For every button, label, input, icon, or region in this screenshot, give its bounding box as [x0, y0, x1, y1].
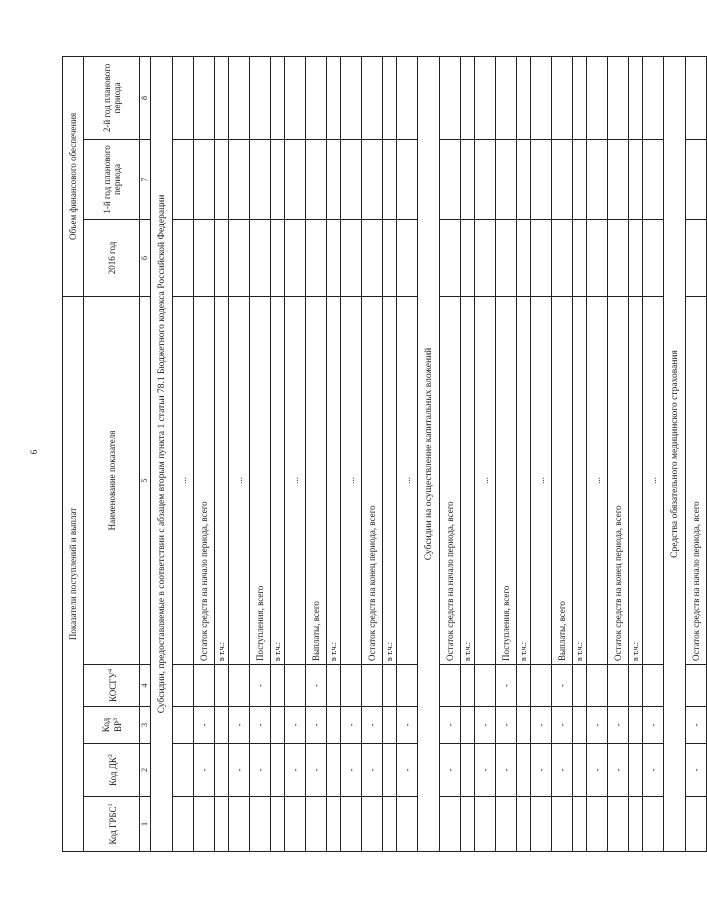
cell-dk: -	[608, 744, 629, 797]
cell-vr: -	[306, 707, 327, 744]
cell-vr	[517, 707, 531, 744]
cell-year	[397, 219, 418, 296]
cell-plan2	[327, 56, 341, 139]
cell-year	[215, 219, 229, 296]
cell-plan1	[440, 139, 461, 219]
section-title: Субсидии на осуществление капитальных вложений	[418, 56, 440, 851]
cell-plan2	[362, 56, 383, 139]
cell-grbs	[686, 797, 707, 852]
table-row	[194, 56, 215, 851]
cell-grbs	[587, 797, 608, 852]
cell-dk	[173, 744, 194, 797]
table-row	[215, 56, 229, 851]
cell-vr: -	[531, 707, 552, 744]
cell-name: Остаток средств на начало периода, всего	[194, 296, 215, 664]
cell-kosgu	[587, 665, 608, 707]
cell-year	[306, 219, 327, 296]
cell-plan2	[552, 56, 573, 139]
cell-kosgu: -	[552, 665, 573, 707]
table-row	[517, 56, 531, 851]
cell-dk: -	[531, 744, 552, 797]
header-col-kosgu: КОСГУ$^4$	[84, 665, 140, 707]
cell-plan1	[285, 139, 306, 219]
cell-plan1	[383, 139, 397, 219]
cell-kosgu	[194, 665, 215, 707]
header-col-plan2: 2-й год планового периода	[84, 56, 140, 139]
cell-dk: -	[250, 744, 271, 797]
cell-plan2	[397, 56, 418, 139]
cell-year	[250, 219, 271, 296]
table-row	[608, 56, 629, 851]
cell-vr: -	[194, 707, 215, 744]
column-number: 1	[140, 797, 151, 852]
column-number: 2	[140, 744, 151, 797]
table-row	[383, 56, 397, 851]
cell-vr: -	[686, 707, 707, 744]
cell-name: Остаток средств на начало периода, всего	[686, 296, 707, 664]
cell-dk: -	[285, 744, 306, 797]
cell-vr: -	[643, 707, 664, 744]
table-row	[271, 56, 285, 851]
cell-plan1	[587, 139, 608, 219]
cell-plan1	[461, 139, 475, 219]
cell-grbs	[552, 797, 573, 852]
cell-grbs	[285, 797, 306, 852]
cell-grbs	[327, 797, 341, 852]
cell-grbs	[608, 797, 629, 852]
cell-dk	[271, 744, 285, 797]
table-row	[475, 56, 496, 851]
cell-name: в т.ч.:	[215, 296, 229, 664]
header-group-row	[63, 56, 84, 851]
cell-plan1	[686, 139, 707, 219]
cell-kosgu	[327, 665, 341, 707]
cell-year	[327, 219, 341, 296]
cell-plan2	[587, 56, 608, 139]
cell-vr	[383, 707, 397, 744]
cell-kosgu	[440, 665, 461, 707]
cell-dk: -	[306, 744, 327, 797]
cell-plan2	[306, 56, 327, 139]
cell-dk: -	[643, 744, 664, 797]
table-row	[552, 56, 573, 851]
cell-year	[517, 219, 531, 296]
cell-grbs	[397, 797, 418, 852]
section-title-row	[418, 56, 440, 851]
cell-year	[383, 219, 397, 296]
cell-name: ...	[285, 296, 306, 664]
table-row	[362, 56, 383, 851]
section-title: Средства обязательного медицинского страхования	[664, 56, 686, 851]
cell-vr	[271, 707, 285, 744]
cell-vr: -	[250, 707, 271, 744]
cell-plan1	[173, 139, 194, 219]
header-columns-row	[84, 56, 140, 851]
cell-dk	[461, 744, 475, 797]
cell-kosgu	[573, 665, 587, 707]
cell-vr: -	[608, 707, 629, 744]
cell-dk: -	[587, 744, 608, 797]
table-row	[531, 56, 552, 851]
cell-vr: -	[440, 707, 461, 744]
cell-name: ...	[341, 296, 362, 664]
table-row	[643, 56, 664, 851]
cell-plan1	[362, 139, 383, 219]
column-number: 3	[140, 707, 151, 744]
cell-vr	[327, 707, 341, 744]
cell-kosgu	[271, 665, 285, 707]
cell-name: ...	[475, 296, 496, 664]
cell-vr: -	[587, 707, 608, 744]
table-row	[327, 56, 341, 851]
cell-plan1	[229, 139, 250, 219]
cell-plan2	[229, 56, 250, 139]
cell-year	[643, 219, 664, 296]
cell-name: в т.ч.:	[517, 296, 531, 664]
header-col-year: 2016 год	[84, 219, 140, 296]
cell-grbs	[383, 797, 397, 852]
cell-grbs	[271, 797, 285, 852]
table-row	[285, 56, 306, 851]
cell-plan1	[194, 139, 215, 219]
cell-plan1	[496, 139, 517, 219]
table-row	[587, 56, 608, 851]
column-number: 5	[140, 296, 151, 664]
cell-year	[475, 219, 496, 296]
cell-name: ...	[531, 296, 552, 664]
cell-dk: -	[397, 744, 418, 797]
cell-year	[173, 219, 194, 296]
cell-year	[573, 219, 587, 296]
cell-kosgu: -	[496, 665, 517, 707]
cell-name: в т.ч.:	[327, 296, 341, 664]
cell-name: ...	[643, 296, 664, 664]
cell-kosgu	[285, 665, 306, 707]
cell-vr	[573, 707, 587, 744]
cell-vr	[629, 707, 643, 744]
cell-plan2	[629, 56, 643, 139]
cell-name: ...	[229, 296, 250, 664]
cell-plan1	[306, 139, 327, 219]
cell-plan1	[608, 139, 629, 219]
table-row	[229, 56, 250, 851]
cell-plan2	[194, 56, 215, 139]
cell-grbs	[173, 797, 194, 852]
table-row	[306, 56, 327, 851]
table-row	[341, 56, 362, 851]
column-numbers-row	[140, 56, 151, 851]
page-number: 6	[29, 449, 39, 455]
cell-plan1	[250, 139, 271, 219]
header-col-vr: Код $ВР^3$	[84, 707, 140, 744]
cell-plan1	[531, 139, 552, 219]
cell-kosgu	[397, 665, 418, 707]
cell-plan1	[517, 139, 531, 219]
rotated-table-container	[62, 57, 701, 852]
header-col-name: Наименование показателя	[84, 296, 140, 664]
cell-plan1	[271, 139, 285, 219]
cell-name: в т.ч.:	[383, 296, 397, 664]
cell-name: Выплаты, всего	[552, 296, 573, 664]
cell-grbs	[306, 797, 327, 852]
cell-plan2	[173, 56, 194, 139]
cell-kosgu	[608, 665, 629, 707]
cell-grbs	[229, 797, 250, 852]
cell-dk: -	[552, 744, 573, 797]
cell-plan2	[271, 56, 285, 139]
cell-year	[194, 219, 215, 296]
cell-year	[531, 219, 552, 296]
cell-plan2	[285, 56, 306, 139]
table-row	[250, 56, 271, 851]
cell-kosgu	[341, 665, 362, 707]
cell-year	[587, 219, 608, 296]
cell-name: в т.ч.:	[461, 296, 475, 664]
cell-dk: -	[341, 744, 362, 797]
cell-kosgu	[461, 665, 475, 707]
header-col-dk: Код $ДК^2$	[84, 744, 140, 797]
cell-kosgu	[475, 665, 496, 707]
cell-year	[362, 219, 383, 296]
cell-vr: -	[285, 707, 306, 744]
cell-kosgu	[362, 665, 383, 707]
cell-plan2	[686, 56, 707, 139]
column-number: 4	[140, 665, 151, 707]
cell-dk	[629, 744, 643, 797]
cell-grbs	[341, 797, 362, 852]
cell-kosgu	[215, 665, 229, 707]
section-title-row	[151, 56, 173, 851]
cell-kosgu	[686, 665, 707, 707]
table-row	[461, 56, 475, 851]
cell-dk	[517, 744, 531, 797]
cell-vr: -	[496, 707, 517, 744]
cell-vr	[173, 707, 194, 744]
receipts-payments-table	[62, 56, 707, 852]
cell-grbs	[629, 797, 643, 852]
cell-vr: -	[362, 707, 383, 744]
cell-vr: -	[475, 707, 496, 744]
table-row	[629, 56, 643, 851]
cell-year	[686, 219, 707, 296]
cell-name: ...	[587, 296, 608, 664]
cell-dk: -	[229, 744, 250, 797]
cell-year	[629, 219, 643, 296]
cell-grbs	[440, 797, 461, 852]
cell-name: ...	[173, 296, 194, 664]
cell-plan2	[461, 56, 475, 139]
table-row	[573, 56, 587, 851]
column-number: 8	[140, 56, 151, 139]
cell-dk: -	[496, 744, 517, 797]
cell-grbs	[194, 797, 215, 852]
cell-plan1	[475, 139, 496, 219]
column-number: 6	[140, 219, 151, 296]
cell-kosgu	[229, 665, 250, 707]
column-number: 7	[140, 139, 151, 219]
cell-dk: -	[475, 744, 496, 797]
header-col-grbs: Код ГРБС$^1$	[84, 797, 140, 852]
cell-kosgu	[173, 665, 194, 707]
cell-name: Поступления, всего	[496, 296, 517, 664]
cell-vr	[461, 707, 475, 744]
cell-kosgu	[629, 665, 643, 707]
cell-grbs	[461, 797, 475, 852]
table-row	[440, 56, 461, 851]
cell-grbs	[496, 797, 517, 852]
cell-dk: -	[194, 744, 215, 797]
cell-plan1	[643, 139, 664, 219]
cell-plan1	[573, 139, 587, 219]
cell-dk	[383, 744, 397, 797]
cell-dk	[573, 744, 587, 797]
cell-plan2	[643, 56, 664, 139]
cell-plan2	[475, 56, 496, 139]
header-group-left: Показатели поступлений и выплат	[63, 296, 84, 851]
cell-name: Остаток средств на конец периода, всего	[362, 296, 383, 664]
cell-kosgu: -	[250, 665, 271, 707]
cell-vr: -	[552, 707, 573, 744]
cell-year	[229, 219, 250, 296]
cell-grbs	[215, 797, 229, 852]
cell-year	[271, 219, 285, 296]
section-title: Субсидии, предоставляемые в соответствии с абзацем вторым пункта 1 статьи 78.1 Бюджетного кодекса Российской Федерации	[151, 56, 173, 851]
cell-name: Остаток средств на начало периода, всего	[440, 296, 461, 664]
cell-name: Остаток средств на конец периода, всего	[608, 296, 629, 664]
cell-dk: -	[362, 744, 383, 797]
cell-plan2	[250, 56, 271, 139]
cell-year	[440, 219, 461, 296]
cell-dk	[327, 744, 341, 797]
cell-grbs	[362, 797, 383, 852]
cell-name: в т.ч.:	[573, 296, 587, 664]
cell-vr: -	[397, 707, 418, 744]
cell-plan1	[397, 139, 418, 219]
cell-vr	[215, 707, 229, 744]
cell-grbs	[475, 797, 496, 852]
cell-plan2	[496, 56, 517, 139]
cell-dk: -	[440, 744, 461, 797]
section-title-row	[664, 56, 686, 851]
cell-year	[608, 219, 629, 296]
cell-plan1	[215, 139, 229, 219]
cell-year	[496, 219, 517, 296]
cell-plan2	[383, 56, 397, 139]
cell-plan1	[341, 139, 362, 219]
cell-grbs	[517, 797, 531, 852]
cell-plan1	[552, 139, 573, 219]
cell-grbs	[531, 797, 552, 852]
cell-vr: -	[229, 707, 250, 744]
cell-kosgu	[383, 665, 397, 707]
table-body	[63, 56, 707, 851]
cell-grbs	[573, 797, 587, 852]
cell-name: ...	[397, 296, 418, 664]
cell-plan2	[440, 56, 461, 139]
cell-plan2	[573, 56, 587, 139]
table-row	[397, 56, 418, 851]
table-row	[496, 56, 517, 851]
cell-kosgu	[517, 665, 531, 707]
cell-kosgu	[531, 665, 552, 707]
cell-name: Выплаты, всего	[306, 296, 327, 664]
cell-plan2	[531, 56, 552, 139]
table-row	[686, 56, 707, 851]
cell-kosgu: -	[306, 665, 327, 707]
cell-plan1	[327, 139, 341, 219]
cell-plan2	[215, 56, 229, 139]
cell-year	[461, 219, 475, 296]
cell-name: в т.ч.:	[271, 296, 285, 664]
cell-plan2	[517, 56, 531, 139]
header-group-right: Объем финансового обеспечения	[63, 56, 84, 296]
cell-dk: -	[686, 744, 707, 797]
cell-grbs	[643, 797, 664, 852]
cell-grbs	[250, 797, 271, 852]
table-row	[173, 56, 194, 851]
cell-year	[285, 219, 306, 296]
cell-year	[552, 219, 573, 296]
cell-year	[341, 219, 362, 296]
cell-plan2	[341, 56, 362, 139]
cell-name: Поступления, всего	[250, 296, 271, 664]
cell-kosgu	[643, 665, 664, 707]
cell-plan2	[608, 56, 629, 139]
cell-name: в т.ч.:	[629, 296, 643, 664]
cell-plan1	[629, 139, 643, 219]
cell-dk	[215, 744, 229, 797]
header-col-plan1: 1-й год планового периода	[84, 139, 140, 219]
cell-vr: -	[341, 707, 362, 744]
